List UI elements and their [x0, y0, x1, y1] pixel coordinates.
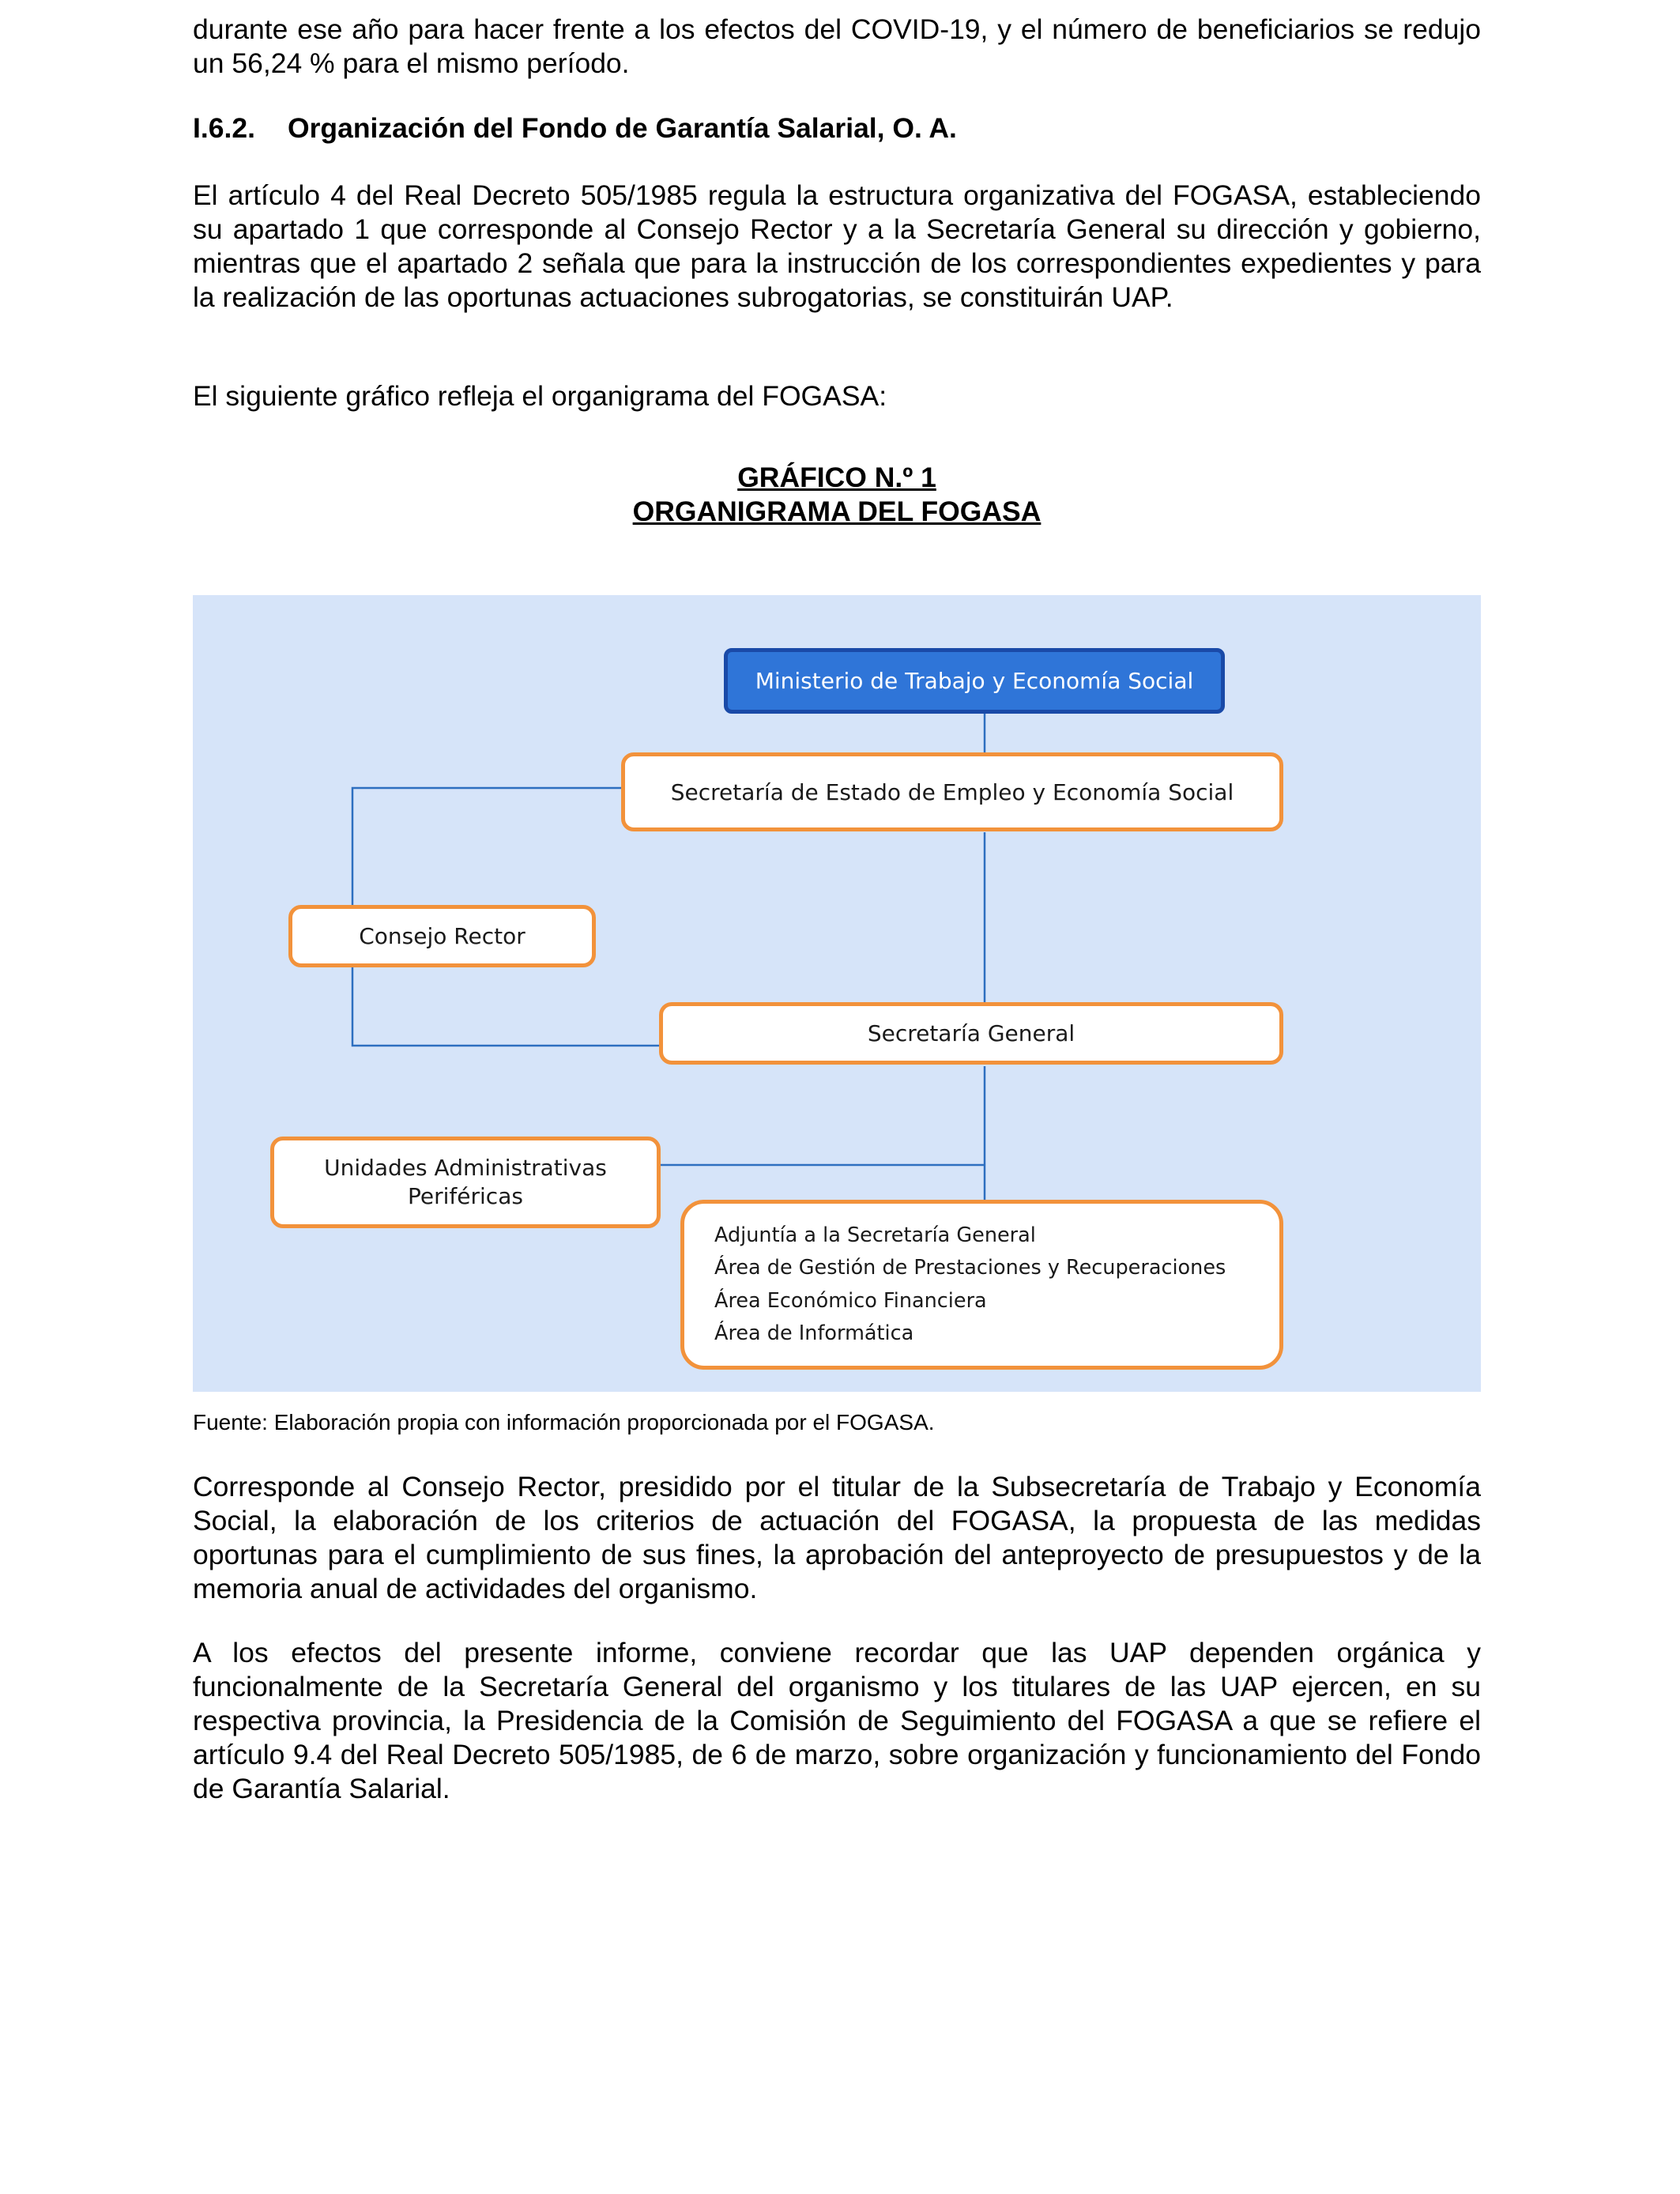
box-ministerio: Ministerio de Trabajo y Economía Social	[724, 648, 1225, 714]
chart-title-number: GRÁFICO N.º 1	[737, 462, 936, 493]
connector-consejo-secretaria-general	[352, 967, 659, 1046]
paragraph-chart-intro: El siguiente gráfico refleja el organigrama del FOGASA:	[193, 380, 887, 412]
paragraph-structure: El artículo 4 del Real Decreto 505/1985 regula la estructura organizativa del FOGASA, estableciendo su apartado 1 que corresponde al Consejo Rector y a la Secretaría General su dirección y gobierno, mientras que el apartado 2 señala que para la instrucción de los correspondientes expedientes y para la realización de las oportunas actuaciones subrogatorias, se constituirán UAP.	[193, 179, 1481, 313]
paragraph-consejo-rector: Corresponde al Consejo Rector, presidido por el titular de la Subsecretaría de Trabajo y Economía Social, la elaboración de los criterios de actuación del FOGASA, la propuesta de las medidas oportunas para el cumplimiento de sus fines, la aprobación del anteproyecto de presupuestos y de la memoria anual de actividades del organismo.	[193, 1471, 1481, 1604]
chart-source: Fuente: Elaboración propia con información proporcionada por el FOGASA.	[193, 1410, 935, 1434]
box-secretaria-estado: Secretaría de Estado de Empleo y Economía Social	[621, 752, 1283, 831]
unidades-line-2: Periféricas	[408, 1183, 523, 1209]
paragraph-uap: A los efectos del presente informe, conviene recordar que las UAP dependen orgánica y funcionalmente de la Secretaría General del organismo y los titulares de las UAP ejercen, en su respectiva provincia, la Presidencia de la Comisión de Seguimiento del FOGASA a que se refiere el artículo 9.4 del Real Decreto 505/1985, de 6 de marzo, sobre organización y funcionamiento del Fondo de Garantía Salarial.	[193, 1637, 1481, 1804]
area-item: Área de Informática	[714, 1321, 914, 1345]
box-areas	[680, 1200, 1283, 1370]
area-item: Área de Gestión de Prestaciones y Recuperaciones	[714, 1256, 1226, 1280]
unidades-line-1: Unidades Administrativas	[324, 1155, 607, 1181]
section-number: I.6.2.	[193, 112, 255, 144]
section-title: Organización del Fondo de Garantía Salarial, O. A.	[288, 112, 957, 144]
box-unidades-perifericas	[270, 1137, 661, 1228]
chart-title-name: ORGANIGRAMA DEL FOGASA	[632, 496, 1042, 527]
box-consejo-rector: Consejo Rector	[288, 905, 596, 967]
area-item: Adjuntía a la Secretaría General	[714, 1223, 1036, 1247]
section-heading	[193, 112, 957, 145]
connector-secretaria-estado-consejo	[352, 788, 624, 905]
intro-paragraph: durante ese año para hacer frente a los efectos del COVID-19, y el número de beneficiarios se redujo un 56,24 % para el mismo período.	[193, 13, 1481, 79]
box-secretaria-general: Secretaría General	[659, 1002, 1283, 1065]
area-item: Área Económico Financiera	[714, 1288, 987, 1313]
